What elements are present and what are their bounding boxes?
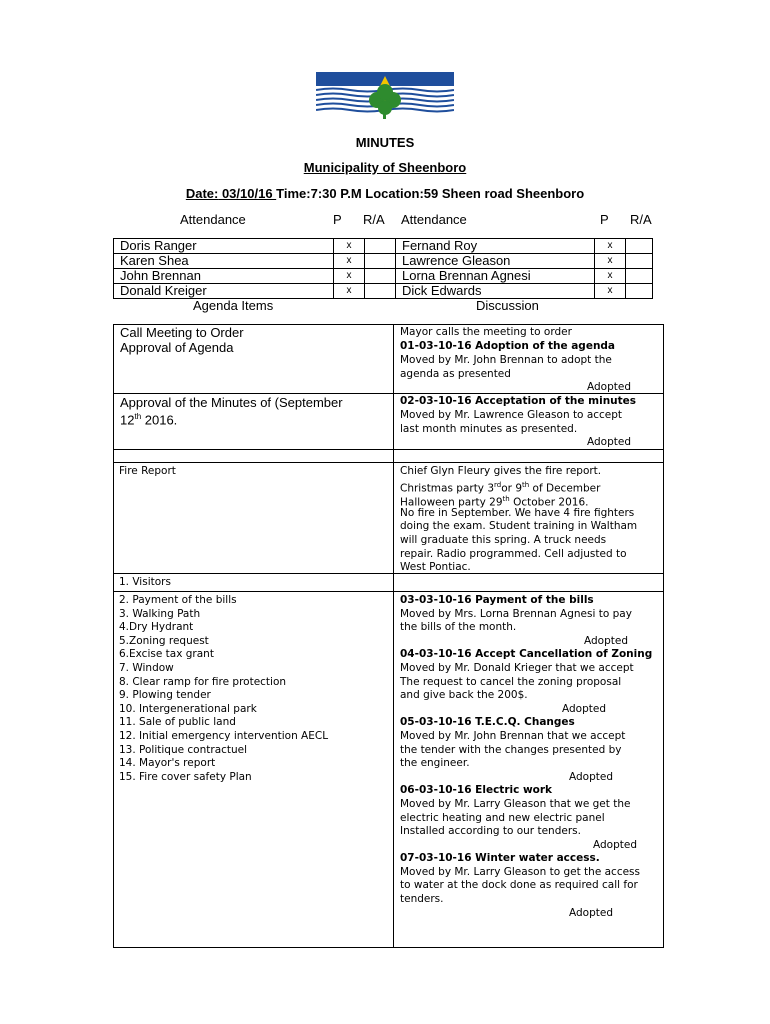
attendance-table [113,238,653,299]
table-row [114,284,653,299]
discussion-header: Discussion [476,298,539,313]
attendee-name: Lawrence Gleason [396,254,595,269]
list-item: 8. Clear ramp for fire protection [119,675,287,688]
list-item: 15. Fire cover safety Plan [119,770,252,783]
approval-minutes-label: Approval of the Minutes of (September [120,395,343,410]
resolution-text: agenda as presented [400,368,511,380]
adopted-label: Adopted [587,436,631,448]
table-row [114,254,653,269]
present-mark: x [595,284,626,299]
discussion-cell [393,591,664,948]
resolution-text: the tender with the changes presented by [400,743,622,756]
attendee-name: Fernand Roy [396,239,595,254]
fire-text: repair. Radio programmed. Cell adjusted to [400,548,627,560]
attendance-header-right: Attendance [401,212,467,227]
approval-agenda-label: Approval of Agenda [120,340,234,355]
agenda-list [119,594,328,784]
visitors-label: 1. Visitors [119,576,171,588]
fire-report-label: Fire Report [119,465,176,477]
resolution-text: Moved by Mr. Donald Krieger that we accept [400,661,634,674]
discussion-cell [393,393,664,450]
resolution-text: Moved by Mr. Lawrence Gleason to accept [400,409,623,421]
fire-text: Halloween party 29th October 2016. [400,495,589,509]
attendee-name: John Brennan [114,269,334,284]
list-item: 12. Initial emergency intervention AECL [119,729,329,742]
resolution-text: Moved by Mr. Larry Gleason to get the access [400,865,640,878]
organization-name: Municipality of Sheenboro [303,160,467,175]
resolution-text: Moved by Mrs. Lorna Brennan Agnesi to pay [400,607,632,620]
resolution-01: 01-03-10-16 Adoption of the agenda [400,340,616,352]
list-item: 10. Intergenerational park [119,702,257,715]
date-time-location: Date: 03/10/16 Time:7:30 P.M Location:59 Sheen road Sheenboro [185,186,585,201]
resolution-02: 02-03-10-16 Acceptation of the minutes [400,395,637,407]
attendee-name: Dick Edwards [396,284,595,299]
attendance-header-left: Attendance [180,212,246,227]
resolution-07: 07-03-10-16 Winter water access. [400,852,600,865]
document-title: MINUTES [355,135,415,150]
attendee-name: Doris Ranger [114,239,334,254]
resolution-text: Moved by Mr. Larry Gleason that we get the [400,797,631,810]
adopted-label: Adopted [587,381,631,393]
call-disc: Mayor calls the meeting to order [400,326,572,338]
resolution-text: and give back the 200$. [400,689,528,702]
present-mark: x [595,239,626,254]
list-item: 6.Excise tax grant [119,648,214,661]
ra-cell [626,254,653,269]
ra-cell [365,284,396,299]
table-row [114,239,653,254]
list-item: 3. Walking Path [119,607,201,620]
list-item: 5.Zoning request [119,634,209,647]
present-mark: x [595,269,626,284]
resolution-06: 06-03-10-16 Electric work [400,784,553,797]
attendee-name: Lorna Brennan Agnesi [396,269,595,284]
adopted-label: Adopted [593,838,637,851]
resolution-text: the engineer. [400,757,470,770]
resolution-text: Moved by Mr. John Brennan to adopt the [400,354,612,366]
ra-cell [365,254,396,269]
present-mark: x [334,284,365,299]
present-mark: x [334,239,365,254]
fire-text: will graduate this spring. A truck needs [400,534,607,546]
adopted-label: Adopted [569,906,613,919]
empty-cell [113,449,394,463]
empty-cell [393,449,664,463]
adopted-label: Adopted [562,702,606,715]
attendee-name: Karen Shea [114,254,334,269]
approval-minutes-date: 12th 2016. [120,412,178,428]
adopted-label: Adopted [569,770,613,783]
resolution-05: 05-03-10-16 T.E.C.Q. Changes [400,716,575,729]
list-item: 2. Payment of the bills [119,594,237,606]
agenda-item-cell [113,462,394,574]
discussion-cell [393,462,664,574]
fire-text: West Pontiac. [400,561,471,573]
list-item: 9. Plowing tender [119,689,211,702]
resolution-text: the bills of the month. [400,621,517,634]
list-item: 4.Dry Hydrant [119,621,194,634]
agenda-item-cell [113,393,394,450]
ra-cell [365,239,396,254]
fire-text: No fire in September. We have 4 fire fighters [400,507,635,519]
municipality-logo [316,72,454,120]
discussion-cell [393,324,664,394]
resolution-text: electric heating and new electric panel [400,811,605,824]
fire-text: Chief Glyn Fleury gives the fire report. [400,465,602,477]
list-item: 11. Sale of public land [119,716,236,729]
p-header-right: P [600,212,609,227]
attendee-name: Donald Kreiger [114,284,334,299]
present-mark: x [595,254,626,269]
list-item: 14. Mayor's report [119,757,216,770]
adopted-label: Adopted [584,634,628,647]
list-item: 7. Window [119,661,174,674]
discussion-cell [393,573,664,592]
present-mark: x [334,254,365,269]
call-meeting-label: Call Meeting to Order [120,325,244,340]
ra-header-left: R/A [363,212,385,227]
resolution-04: 04-03-10-16 Accept Cancellation of Zoning [400,648,653,661]
resolution-text: Installed according to our tenders. [400,825,581,838]
p-header-left: P [333,212,342,227]
agenda-item-cell [113,591,394,948]
ra-cell [626,284,653,299]
agenda-item-cell [113,324,394,394]
resolution-text: Moved by Mr. John Brennan that we accept [400,729,626,742]
resolutions-block [400,594,662,920]
resolution-text: tenders. [400,893,444,906]
agenda-item-cell [113,573,394,592]
resolution-text: to water at the dock done as required call for [400,879,638,892]
ra-cell [365,269,396,284]
fire-text: Christmas party 3rdor 9th of December [400,481,601,495]
resolution-text: The request to cancel the zoning proposal [400,675,622,688]
ra-cell [626,269,653,284]
present-mark: x [334,269,365,284]
resolution-text: last month minutes as presented. [400,423,578,435]
ra-header-right: R/A [630,212,652,227]
table-row [114,269,653,284]
fire-text: doing the exam. Student training in Waltham [400,520,638,532]
agenda-items-header: Agenda Items [193,298,274,313]
ra-cell [626,239,653,254]
resolution-03: 03-03-10-16 Payment of the bills [400,594,594,606]
list-item: 13. Politique contractuel [119,743,248,756]
